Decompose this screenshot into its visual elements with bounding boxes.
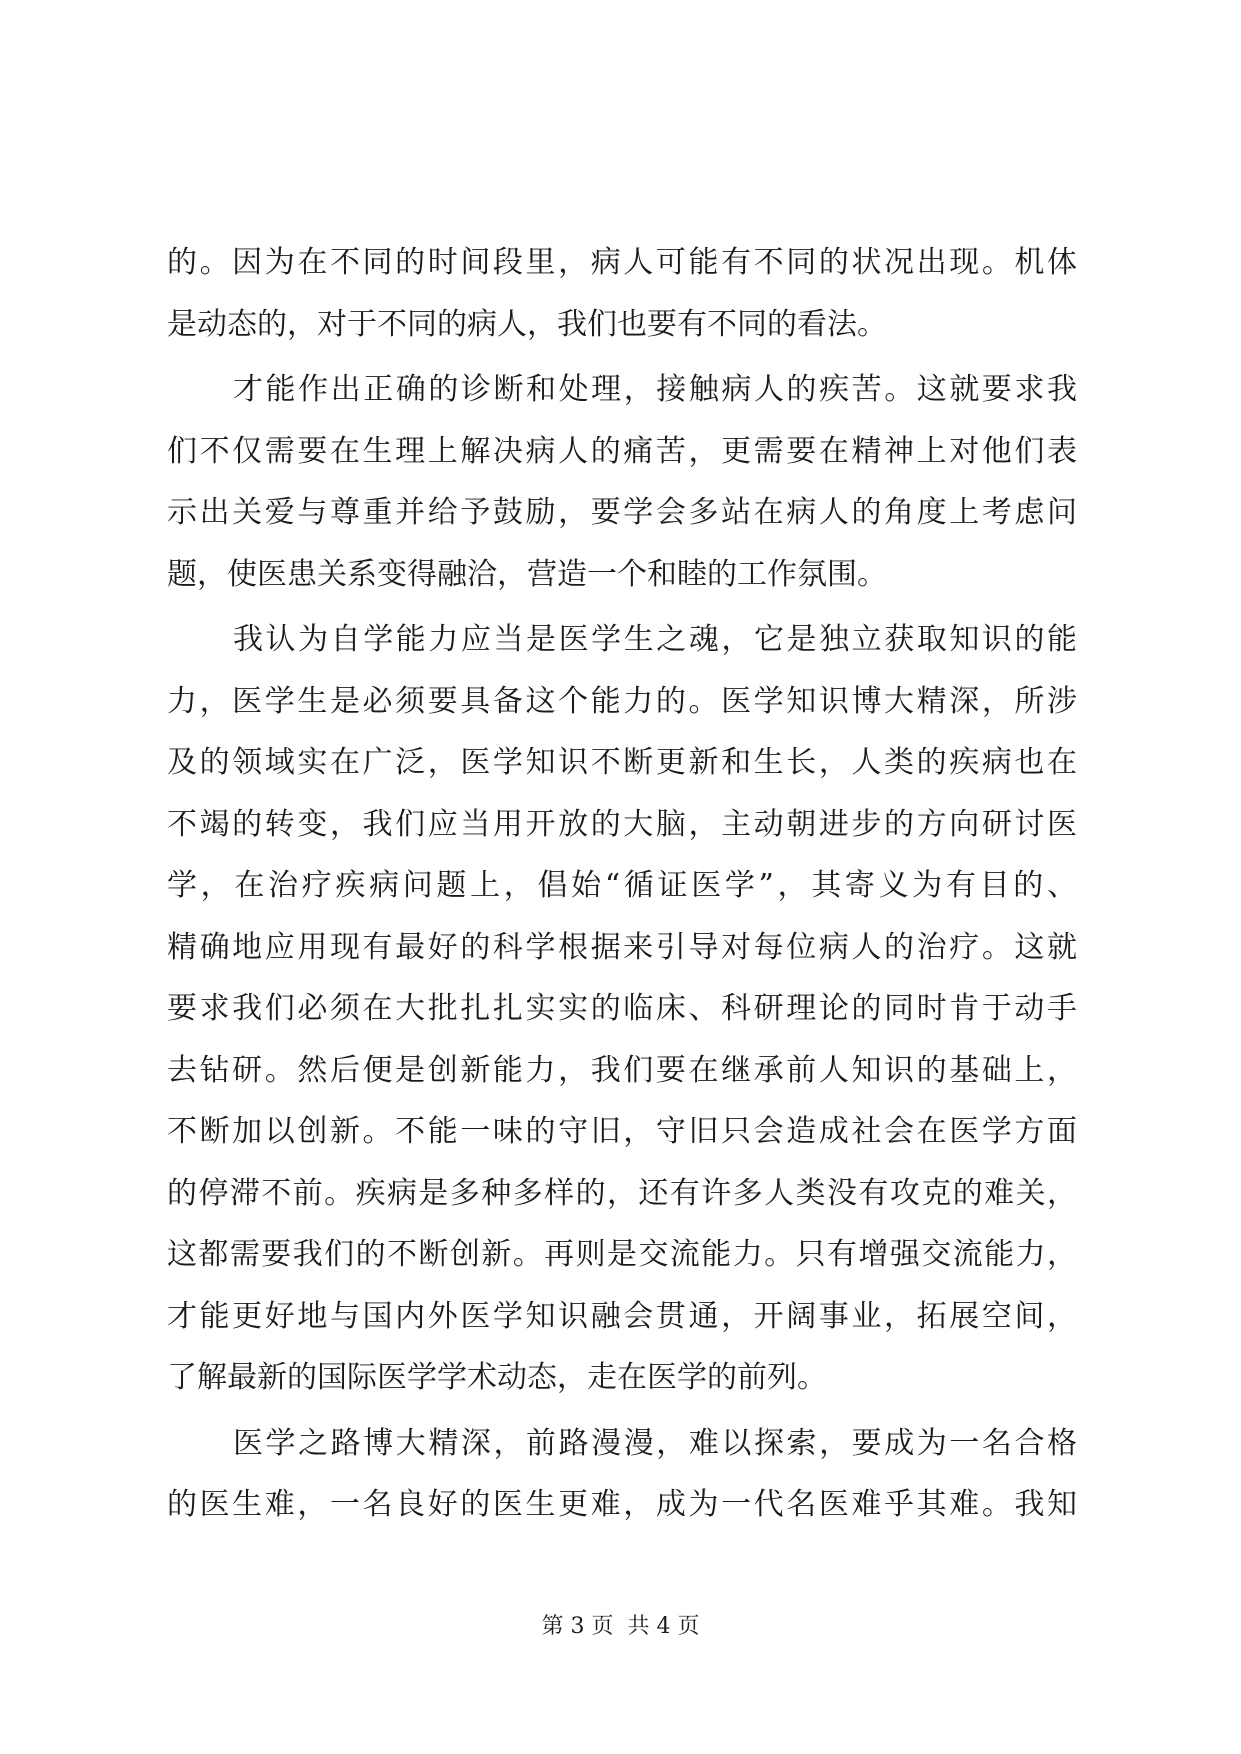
text-line: 的。因为在不同的时间段里，病人可能有不同的状况出现。机体 [167, 245, 1077, 280]
text-line: 才能作出正确的诊断和处理，接触病人的疾苦。这就要求我 [233, 372, 1077, 407]
page-number: 第 3 页 共 4 页 [541, 1614, 700, 1639]
text-line: 要求我们必须在大批扎扎实实的临床、科研理论的同时肯于动手 [167, 991, 1077, 1026]
text-line: 是动态的，对于不同的病人，我们也要有不同的看法。 [167, 306, 887, 342]
text-line: 们不仅需要在生理上解决病人的痛苦，更需要在精神上对他们表 [167, 433, 1077, 469]
paragraph-2 [167, 359, 1077, 605]
page-footer [0, 1612, 1241, 1642]
text-line: 及的领域实在广泛，医学知识不断更新和生长，人类的疾病也在 [167, 745, 1077, 780]
text-line: 的医生难，一名良好的医生更难，成为一代名医难乎其难。我知 [167, 1487, 1077, 1522]
text-line: 不断加以创新。不能一味的守旧，守旧只会造成社会在医学方面 [167, 1114, 1077, 1149]
paragraph-1 [167, 232, 1077, 355]
text-line: 精确地应用现有最好的科学根据来引导对每位病人的治疗。这就 [167, 929, 1077, 965]
text-line: 的停滞不前。疾病是多种多样的，还有许多人类没有攻克的难关， [167, 1175, 1077, 1211]
text-line: 示出关爱与尊重并给予鼓励，要学会多站在病人的角度上考虑问 [167, 495, 1077, 530]
paragraph-4 [167, 1413, 1077, 1536]
text-line: 题，使医患关系变得融洽，营造一个和睦的工作氛围。 [167, 556, 887, 592]
text-line: 才能更好地与国内外医学知识融会贯通，开阔事业，拓展空间， [167, 1298, 1077, 1334]
text-line: 了解最新的国际医学学术动态，走在医学的前列。 [167, 1360, 827, 1395]
document-body [167, 232, 1077, 1536]
text-line: 医学之路博大精深，前路漫漫，难以探索，要成为一名合格 [233, 1425, 1077, 1461]
text-line: 这都需要我们的不断创新。再则是交流能力。只有增强交流能力， [167, 1237, 1077, 1272]
text-line: 学，在治疗疾病问题上，倡始“循证医学”，其寄义为有目的、 [167, 868, 1077, 903]
text-line: 力，医学生是必须要具备这个能力的。医学知识博大精深，所涉 [167, 683, 1077, 719]
text-line: 不竭的转变，我们应当用开放的大脑，主动朝进步的方向研讨医 [167, 806, 1077, 842]
text-line: 去钻研。然后便是创新能力，我们要在继承前人知识的基础上， [167, 1052, 1077, 1088]
text-line: 我认为自学能力应当是医学生之魂，它是独立获取知识的能 [233, 622, 1077, 657]
paragraph-3 [167, 609, 1077, 1409]
